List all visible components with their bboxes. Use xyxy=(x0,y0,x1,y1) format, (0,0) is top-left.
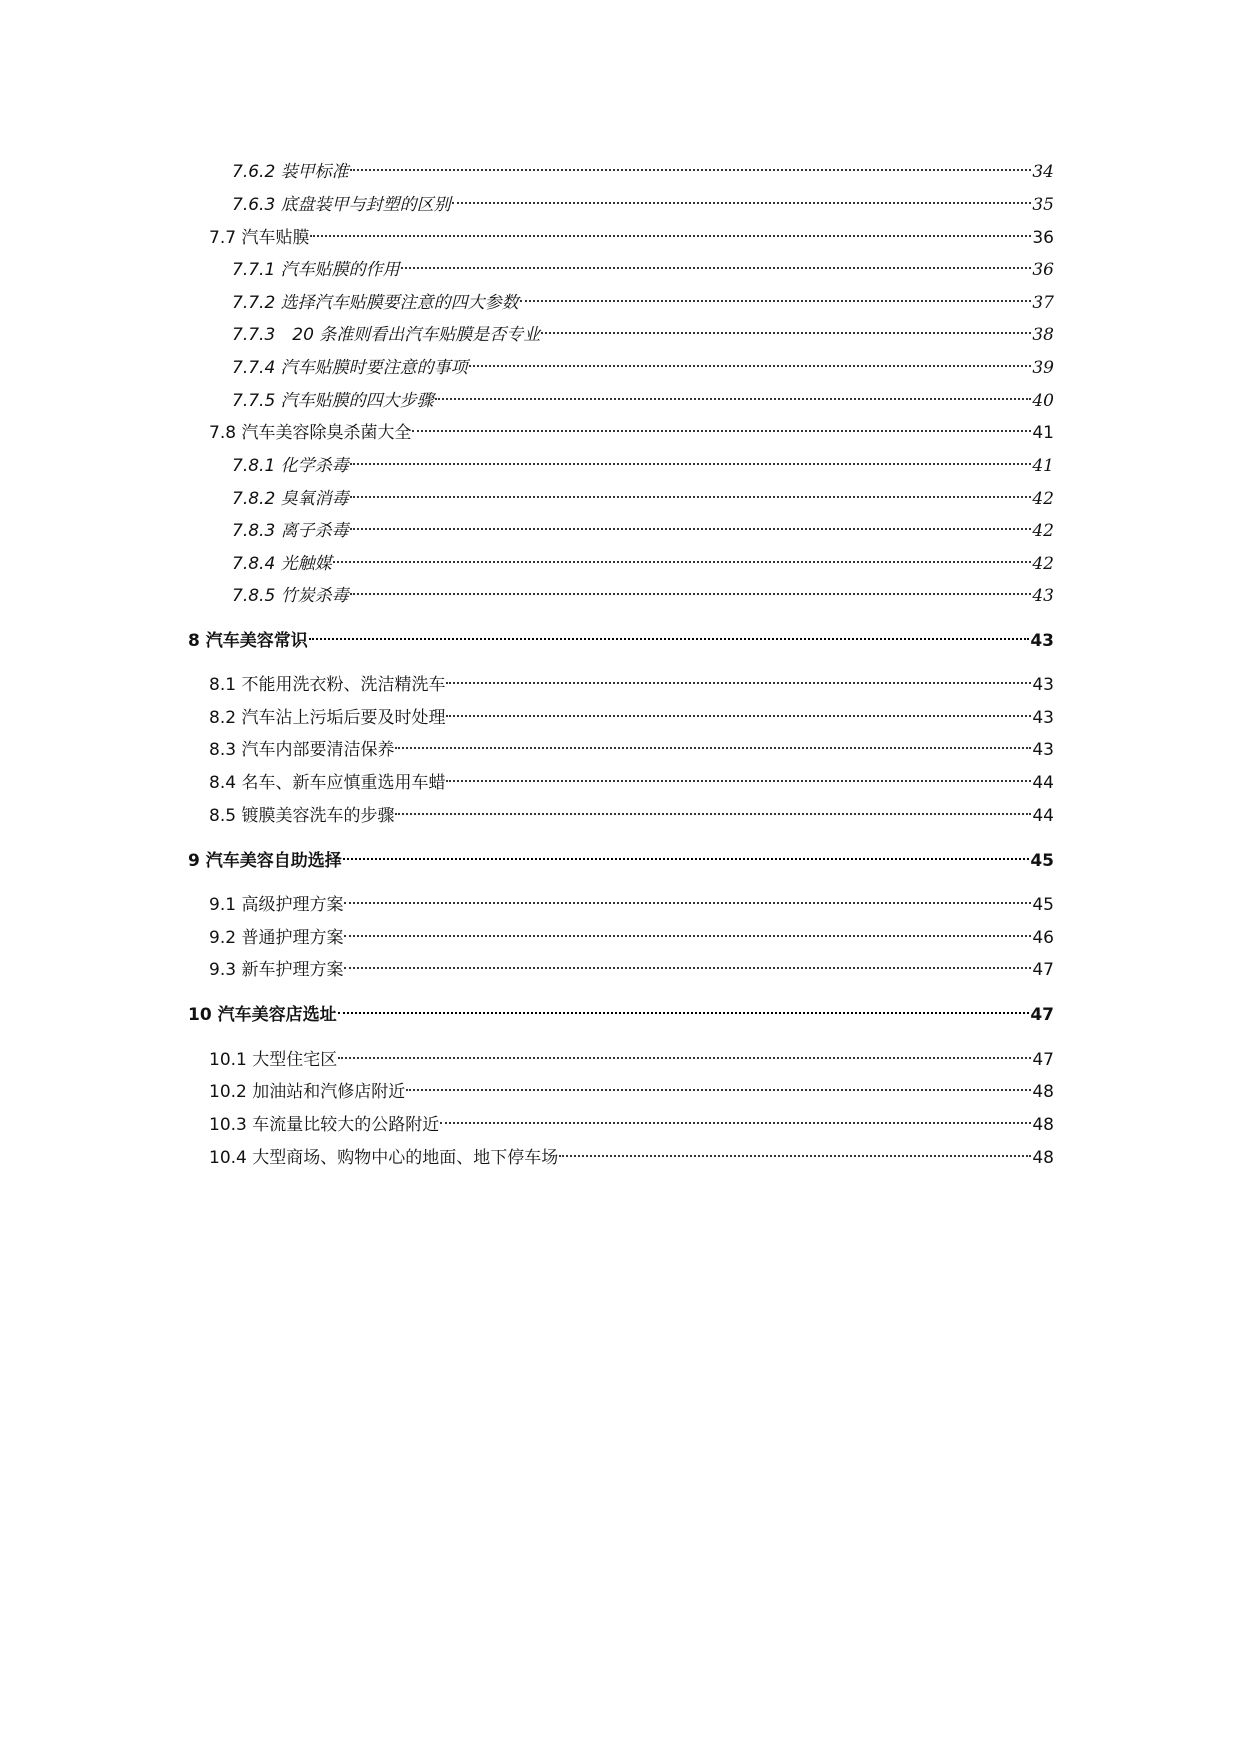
toc-entry[interactable] xyxy=(232,318,1054,346)
toc-entry-page: 38 xyxy=(1032,325,1054,345)
toc-entry-title: 8.4 名车、新车应慎重选用车蜡 xyxy=(209,773,446,793)
toc-entry-page: 42 xyxy=(1032,554,1054,574)
toc-entry[interactable] xyxy=(232,384,1054,412)
toc-entry[interactable] xyxy=(232,155,1054,183)
dot-leader xyxy=(350,449,1032,471)
toc-entry[interactable] xyxy=(209,888,1054,916)
toc-entry-page: 47 xyxy=(1032,960,1054,980)
dot-leader xyxy=(309,624,1030,646)
toc-entry-title: 8.5 镀膜美容洗车的步骤 xyxy=(209,806,395,826)
toc-entry[interactable] xyxy=(209,1108,1054,1136)
dot-leader xyxy=(559,1141,1031,1163)
toc-entry-page: 43 xyxy=(1032,675,1054,695)
toc-entry-title: 7.7 汽车贴膜 xyxy=(209,228,310,248)
toc-entry-title: 9.2 普通护理方案 xyxy=(209,928,344,948)
toc-entry-page: 41 xyxy=(1032,423,1054,443)
dot-leader xyxy=(344,888,1031,910)
toc-entry-page: 42 xyxy=(1032,521,1054,541)
dot-leader xyxy=(395,733,1031,755)
toc-entry[interactable] xyxy=(232,547,1054,575)
dot-leader xyxy=(344,953,1031,975)
toc-entry[interactable] xyxy=(209,416,1054,444)
toc-entry-page: 43 xyxy=(1032,586,1054,606)
toc-entry-title: 7.8.5 竹炭杀毒 xyxy=(232,586,349,606)
toc-entry[interactable] xyxy=(209,766,1054,794)
toc-entry[interactable] xyxy=(209,221,1054,249)
toc-entry-title: 7.7.1 汽车贴膜的作用 xyxy=(232,260,400,280)
toc-entry-page: 48 xyxy=(1032,1082,1054,1102)
toc-entry[interactable] xyxy=(232,286,1054,314)
dot-leader xyxy=(435,384,1032,406)
dot-leader xyxy=(440,1108,1031,1130)
dot-leader xyxy=(520,286,1032,308)
dot-leader xyxy=(350,579,1032,601)
toc-entry-page: 43 xyxy=(1032,740,1054,760)
dot-leader xyxy=(344,921,1031,943)
toc-entry-title: 7.7.5 汽车贴膜的四大步骤 xyxy=(232,391,434,411)
toc-entry-title: 7.8.3 离子杀毒 xyxy=(232,521,349,541)
toc-entry-page: 37 xyxy=(1032,293,1054,313)
toc-entry-title: 7.7.4 汽车贴膜时要注意的事项 xyxy=(232,358,468,378)
toc-entry[interactable] xyxy=(209,733,1054,761)
toc-entry[interactable] xyxy=(232,253,1054,281)
toc-entry-page: 44 xyxy=(1032,806,1054,826)
toc-entry-title: 8.2 汽车沾上污垢后要及时处理 xyxy=(209,708,446,728)
toc-entry-page: 42 xyxy=(1032,489,1054,509)
toc-entry-page: 44 xyxy=(1032,773,1054,793)
toc-entry-page: 39 xyxy=(1032,358,1054,378)
toc-entry-title: 7.7.2 选择汽车贴膜要注意的四大参数 xyxy=(232,293,519,313)
toc-entry[interactable] xyxy=(188,624,1054,652)
toc-entry-title: 9 汽车美容自助选择 xyxy=(188,851,342,871)
toc-entry[interactable] xyxy=(209,668,1054,696)
dot-leader xyxy=(350,482,1032,504)
toc-entry-page: 34 xyxy=(1032,162,1054,182)
toc-entry[interactable] xyxy=(188,844,1054,872)
toc-entry[interactable] xyxy=(232,188,1054,216)
toc-entry[interactable] xyxy=(209,921,1054,949)
toc-entry[interactable] xyxy=(232,514,1054,542)
dot-leader xyxy=(338,1043,1031,1065)
toc-entry-page: 36 xyxy=(1032,228,1054,248)
dot-leader xyxy=(343,844,1030,866)
toc-entry-title: 7.7.3 20 条准则看出汽车贴膜是否专业 xyxy=(232,325,541,345)
toc-entry-title: 7.8.2 臭氧消毒 xyxy=(232,489,349,509)
toc-entry-page: 45 xyxy=(1030,851,1054,871)
dot-leader xyxy=(446,766,1031,788)
toc-entry-title: 8.1 不能用洗衣粉、洗洁精洗车 xyxy=(209,675,446,695)
toc-entry-title: 9.3 新车护理方案 xyxy=(209,960,344,980)
dot-leader xyxy=(395,799,1031,821)
toc-entry[interactable] xyxy=(209,1141,1054,1169)
dot-leader xyxy=(350,155,1032,177)
dot-leader xyxy=(338,998,1030,1020)
dot-leader xyxy=(412,416,1031,438)
toc-entry[interactable] xyxy=(209,1043,1054,1071)
toc-entry-title: 10.2 加油站和汽修店附近 xyxy=(209,1082,406,1102)
toc-entry-title: 10 汽车美容店选址 xyxy=(188,1005,337,1025)
toc-entry[interactable] xyxy=(188,998,1054,1026)
toc-entry[interactable] xyxy=(232,449,1054,477)
dot-leader xyxy=(446,701,1031,723)
toc-entry-title: 9.1 高级护理方案 xyxy=(209,895,344,915)
toc-entry-page: 47 xyxy=(1032,1050,1054,1070)
toc-entry-page: 47 xyxy=(1030,1005,1054,1025)
toc-entry-page: 36 xyxy=(1032,260,1054,280)
toc-entry[interactable] xyxy=(232,579,1054,607)
toc-entry-page: 40 xyxy=(1032,391,1054,411)
toc-entry-title: 7.8.1 化学杀毒 xyxy=(232,456,349,476)
toc-entry-title: 10.1 大型住宅区 xyxy=(209,1050,338,1070)
toc-entry-title: 7.8 汽车美容除臭杀菌大全 xyxy=(209,423,412,443)
toc-entry[interactable] xyxy=(209,1075,1054,1103)
toc-entry-title: 7.6.2 装甲标准 xyxy=(232,162,349,182)
toc-entry[interactable] xyxy=(209,953,1054,981)
toc-entry-page: 45 xyxy=(1032,895,1054,915)
toc-entry-page: 48 xyxy=(1032,1115,1054,1135)
dot-leader xyxy=(406,1075,1031,1097)
toc-entry[interactable] xyxy=(209,701,1054,729)
toc-entry-page: 41 xyxy=(1032,456,1054,476)
dot-leader xyxy=(350,514,1032,536)
dot-leader xyxy=(469,351,1032,373)
toc-entry-title: 8 汽车美容常识 xyxy=(188,631,308,651)
toc-entry-page: 46 xyxy=(1032,928,1054,948)
dot-leader xyxy=(541,318,1031,340)
toc-entry-page: 35 xyxy=(1032,195,1054,215)
dot-leader xyxy=(452,188,1032,210)
toc-entry-title: 7.6.3 底盘装甲与封塑的区别 xyxy=(232,195,451,215)
dot-leader xyxy=(333,547,1032,569)
toc-entry-title: 7.8.4 光触媒 xyxy=(232,554,332,574)
toc-entry[interactable] xyxy=(232,351,1054,379)
toc-entry-title: 10.3 车流量比较大的公路附近 xyxy=(209,1115,440,1135)
dot-leader xyxy=(401,253,1032,275)
toc-entry-title: 10.4 大型商场、购物中心的地面、地下停车场 xyxy=(209,1148,559,1168)
toc-entry-page: 48 xyxy=(1032,1148,1054,1168)
toc-entry[interactable] xyxy=(209,799,1054,827)
toc-entry-title: 8.3 汽车内部要清洁保养 xyxy=(209,740,395,760)
toc-entry[interactable] xyxy=(232,482,1054,510)
dot-leader xyxy=(310,221,1031,243)
dot-leader xyxy=(446,668,1031,690)
toc-entry-page: 43 xyxy=(1032,708,1054,728)
toc-entry-page: 43 xyxy=(1030,631,1054,651)
